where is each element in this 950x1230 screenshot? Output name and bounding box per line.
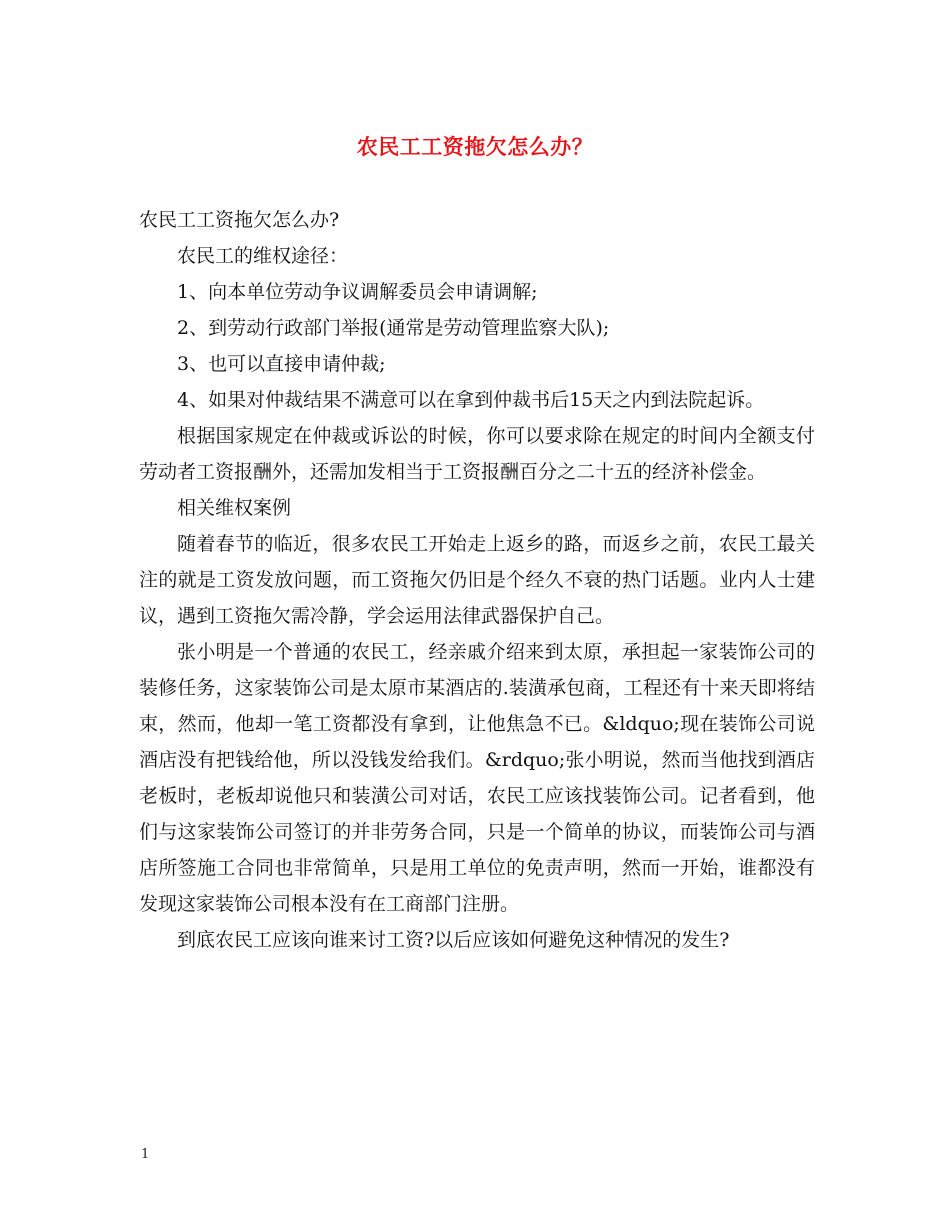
page-number: 1	[141, 1147, 150, 1162]
body-paragraph: 1、向本单位劳动争议调解委员会申请调解;	[177, 281, 538, 303]
body-paragraph-heading: 农民工工资拖欠怎么办?	[139, 209, 340, 231]
document-title: 农民工工资拖欠怎么办？	[356, 134, 594, 159]
body-paragraph: 2、到劳动行政部门举报(通常是劳动管理监察大队);	[177, 317, 610, 339]
document-body	[139, 202, 815, 958]
section-heading: 相关维权案例	[177, 497, 292, 519]
body-paragraph: 张小明是一个普通的农民工，经亲戚介绍来到太原，承担起一家装饰公司的装修任务，这家装饰公司是太原市某酒店的.装潢承包商，工程还有十来天即将结束，然而，他却一笔工资都没有拿到，让他焦急不已。&ldquo;现在装饰公司说酒店没有把钱给他，所以没钱发给我们。&rdquo;张小明说，然而当他找到酒店老板时，老板却说他只和装潢公司对话，农民工应该找装饰公司。记者看到，他们与这家装饰公司签订的并非劳务合同，只是一个简单的协议，而装饰公司与酒店所签施工合同也非常简单，只是用工单位的免责声明，然而一开始，谁都没有发现这家装饰公司根本没有在工商部门注册。	[139, 641, 815, 915]
body-paragraph: 4、如果对仲裁结果不满意可以在拿到仲裁书后15天之内到法院起诉。	[177, 389, 765, 411]
body-paragraph: 随着春节的临近，很多农民工开始走上返乡的路，而返乡之前，农民工最关注的就是工资发放问题，而工资拖欠仍旧是个经久不衰的热门话题。业内人士建议，遇到工资拖欠需冷静，学会运用法律武器保护自己。	[139, 533, 815, 627]
body-paragraph: 3、也可以直接申请仲裁;	[177, 353, 386, 375]
body-paragraph: 到底农民工应该向谁来讨工资?以后应该如何避免这种情况的发生?	[177, 929, 730, 951]
body-paragraph: 农民工的维权途径：	[177, 245, 349, 267]
body-paragraph: 根据国家规定在仲裁或诉讼的时候，你可以要求除在规定的时间内全额支付劳动者工资报酬外，还需加发相当于工资报酬百分之二十五的经济补偿金。	[139, 425, 815, 483]
